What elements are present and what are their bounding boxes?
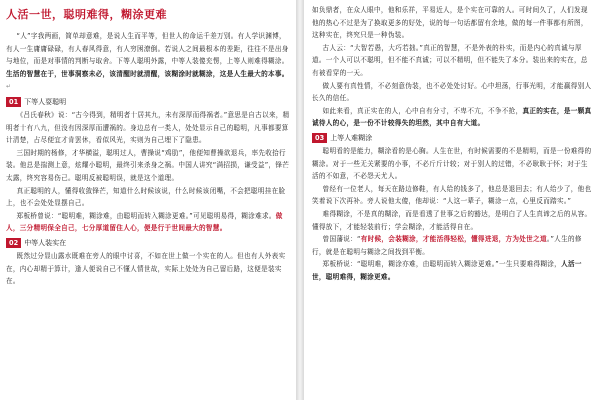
highlight-text: 做人，三分精明保全自己，七分厚道留住人心，便是行于世间最大的智慧。 bbox=[6, 211, 283, 233]
section-label-2: 中等人装实在 bbox=[24, 238, 67, 247]
section-heading-1 bbox=[6, 97, 290, 107]
section-heading-2 bbox=[6, 238, 290, 248]
left-page bbox=[0, 0, 296, 400]
intro-paragraph: “人”字我两画，简单却意难，是说人生而平等，但世人的命运千差万别。有人学识渊博，有人一生庸庸碌碌，有人春风得意，有人穷困潦倒。若说人之间最根本的差距，往往不是出身与地位，而是对事情的判断与取舍。下等人聪明外露，中等人装傻充愣，上等人则难得糊涂。生活的智慧在于，世事洞察未必，该清醒时就清醒，该糊涂时就糊涂，这是人生最大的本事。↵ bbox=[6, 32, 289, 91]
section-heading-3 bbox=[312, 133, 594, 143]
paragraph: 古人云：“大智若愚，大巧若拙。”真正的智慧，不是外表的朴实，而是内心的真诚与厚道。一个人可以不聪明，但不能不真诚；可以不精明，但不能失了本分。装出来的实在，总有被看穿的一天。 bbox=[312, 43, 588, 77]
paragraph: 做人要有真性情，不必刻意伪装，也不必处处讨好。心中坦荡，行事光明，才能赢得别人长久的信任。 bbox=[312, 81, 592, 103]
paragraph: 难得糊涂，不是真的糊涂，而是看透了世事之后的豁达，是明白了人生真谛之后的从容。懂得放下，才能轻装前行；学会糊涂，才能活得自在。 bbox=[312, 209, 592, 231]
section-label-3: 上等人难糊涂 bbox=[330, 133, 373, 142]
paragraph: 如此来看，真正实在的人，心中自有分寸，不卑不亢，不争不抢，真正的实在，是一颗真诚待人的心，是一份不计较得失的坦然，其中自有大道。 bbox=[312, 106, 592, 128]
section-number-3: 03 bbox=[312, 133, 327, 143]
bold-text: 人活一世，聪明难得，糊涂更难。 bbox=[312, 260, 582, 281]
article-title: 人活一世，聪明难得，糊涂更难 bbox=[6, 8, 167, 21]
paragraph: 郑板桥曾说：“聪明难，糊涂难，由聪明而转入糊涂更难。”可见聪明易得，糊涂难求。做人，三分精明保全自己，七分厚道留住人心，便是行于世间最大的智慧。 bbox=[6, 211, 283, 233]
paragraph: 如负鼎者，在众人眼中，他和乐祥，平易近人，是个实在可靠的人。可时间久了，人们发现他的热心不过是为了换取更多的好处，说的每一句话都留有余地，做的每一件事都有所图，这种实在，终究只是一种伪装。 bbox=[312, 6, 588, 40]
paragraph: 真正聪明的人，懂得收敛锋芒，知道什么时候该说，什么时候该闭嘴，不会把聪明挂在脸上，也不会处处显摆自己。 bbox=[6, 186, 286, 208]
highlight-text: 有时候，会装糊涂，才能活得轻松，懂得进退，方为处世之道 bbox=[360, 235, 547, 244]
intro-bold-text: 生活的智慧在于，世事洞察未必，该清醒时就清醒，该糊涂时就糊涂，这是人生最大的本事。 bbox=[6, 69, 289, 78]
paragraph: 三国时期的杨修，才华横溢，聪明过人，曹操说“鸡肋”，他便知曹操欲退兵，率先收拾行装。他总是揣测上意，炫耀小聪明，最终引来杀身之祸。中国人讲究“满招损，谦受益”，锋芒太露，终究容易伤己。聪明反被聪明误，就是这个道理。 bbox=[6, 148, 290, 182]
section-number-1: 01 bbox=[6, 97, 21, 107]
right-page bbox=[304, 0, 600, 400]
paragraph: 《吕氏春秋》说：“古今得到，精明者十居其九，未有深厚而得祸者。”意思是自古以来，精明者十有八九，但没有因深厚而遭祸的。身边总有一类人，处处显示自己的聪明，凡事都要算计清楚，占尽便宜才肯罢休，看似风光，实则为自己埋下了隐患。 bbox=[6, 110, 290, 145]
paragraph: 曾国藩说：“有时候，会装糊涂，才能活得轻松，懂得进退，方为处世之道。”人生的修行，就是在聪明与糊涂之间找到平衡。 bbox=[312, 235, 582, 256]
bold-text: 真正的实在，是一颗真诚待人的心，是一份不计较得失的坦然，其中自有大道。 bbox=[312, 106, 592, 128]
section-label-1: 下等人耍聪明 bbox=[24, 97, 67, 106]
paragraph: 曾经有一位老人，每天在路边修鞋，有人给的钱多了，他总是退回去；有人给少了，他也笑着说下次再补。旁人说他太傻，他却说：“人这一辈子，糊涂一点，心里反而踏实。” bbox=[312, 184, 592, 206]
section-number-2: 02 bbox=[6, 238, 21, 248]
paragraph: 既然过分显山露水既难在旁人的眼中讨喜，不如在世上做一个实在的人。但也有人外表实在，内心却精于算计，逢人便说自己不懂人情世故，实际上处处为自己留后路，这便是装实在。 bbox=[6, 251, 286, 286]
page-gutter bbox=[296, 0, 304, 400]
paragraph: 聪明看的是能力，糊涂看的是心胸。人生在世，有时候需要的不是精明，而是一份难得的糊涂。对于一些无关紧要的小事，不必斤斤计较；对于别人的过错，不必耿耿于怀；对于生活的不如意，不必怨天尤人。 bbox=[312, 146, 592, 181]
paragraph: 郑板桥说：“聪明难，糊涂亦难，由聪明而转入糊涂更难。”一生只要难得糊涂，人活一世，聪明难得，糊涂更难。 bbox=[312, 260, 582, 281]
